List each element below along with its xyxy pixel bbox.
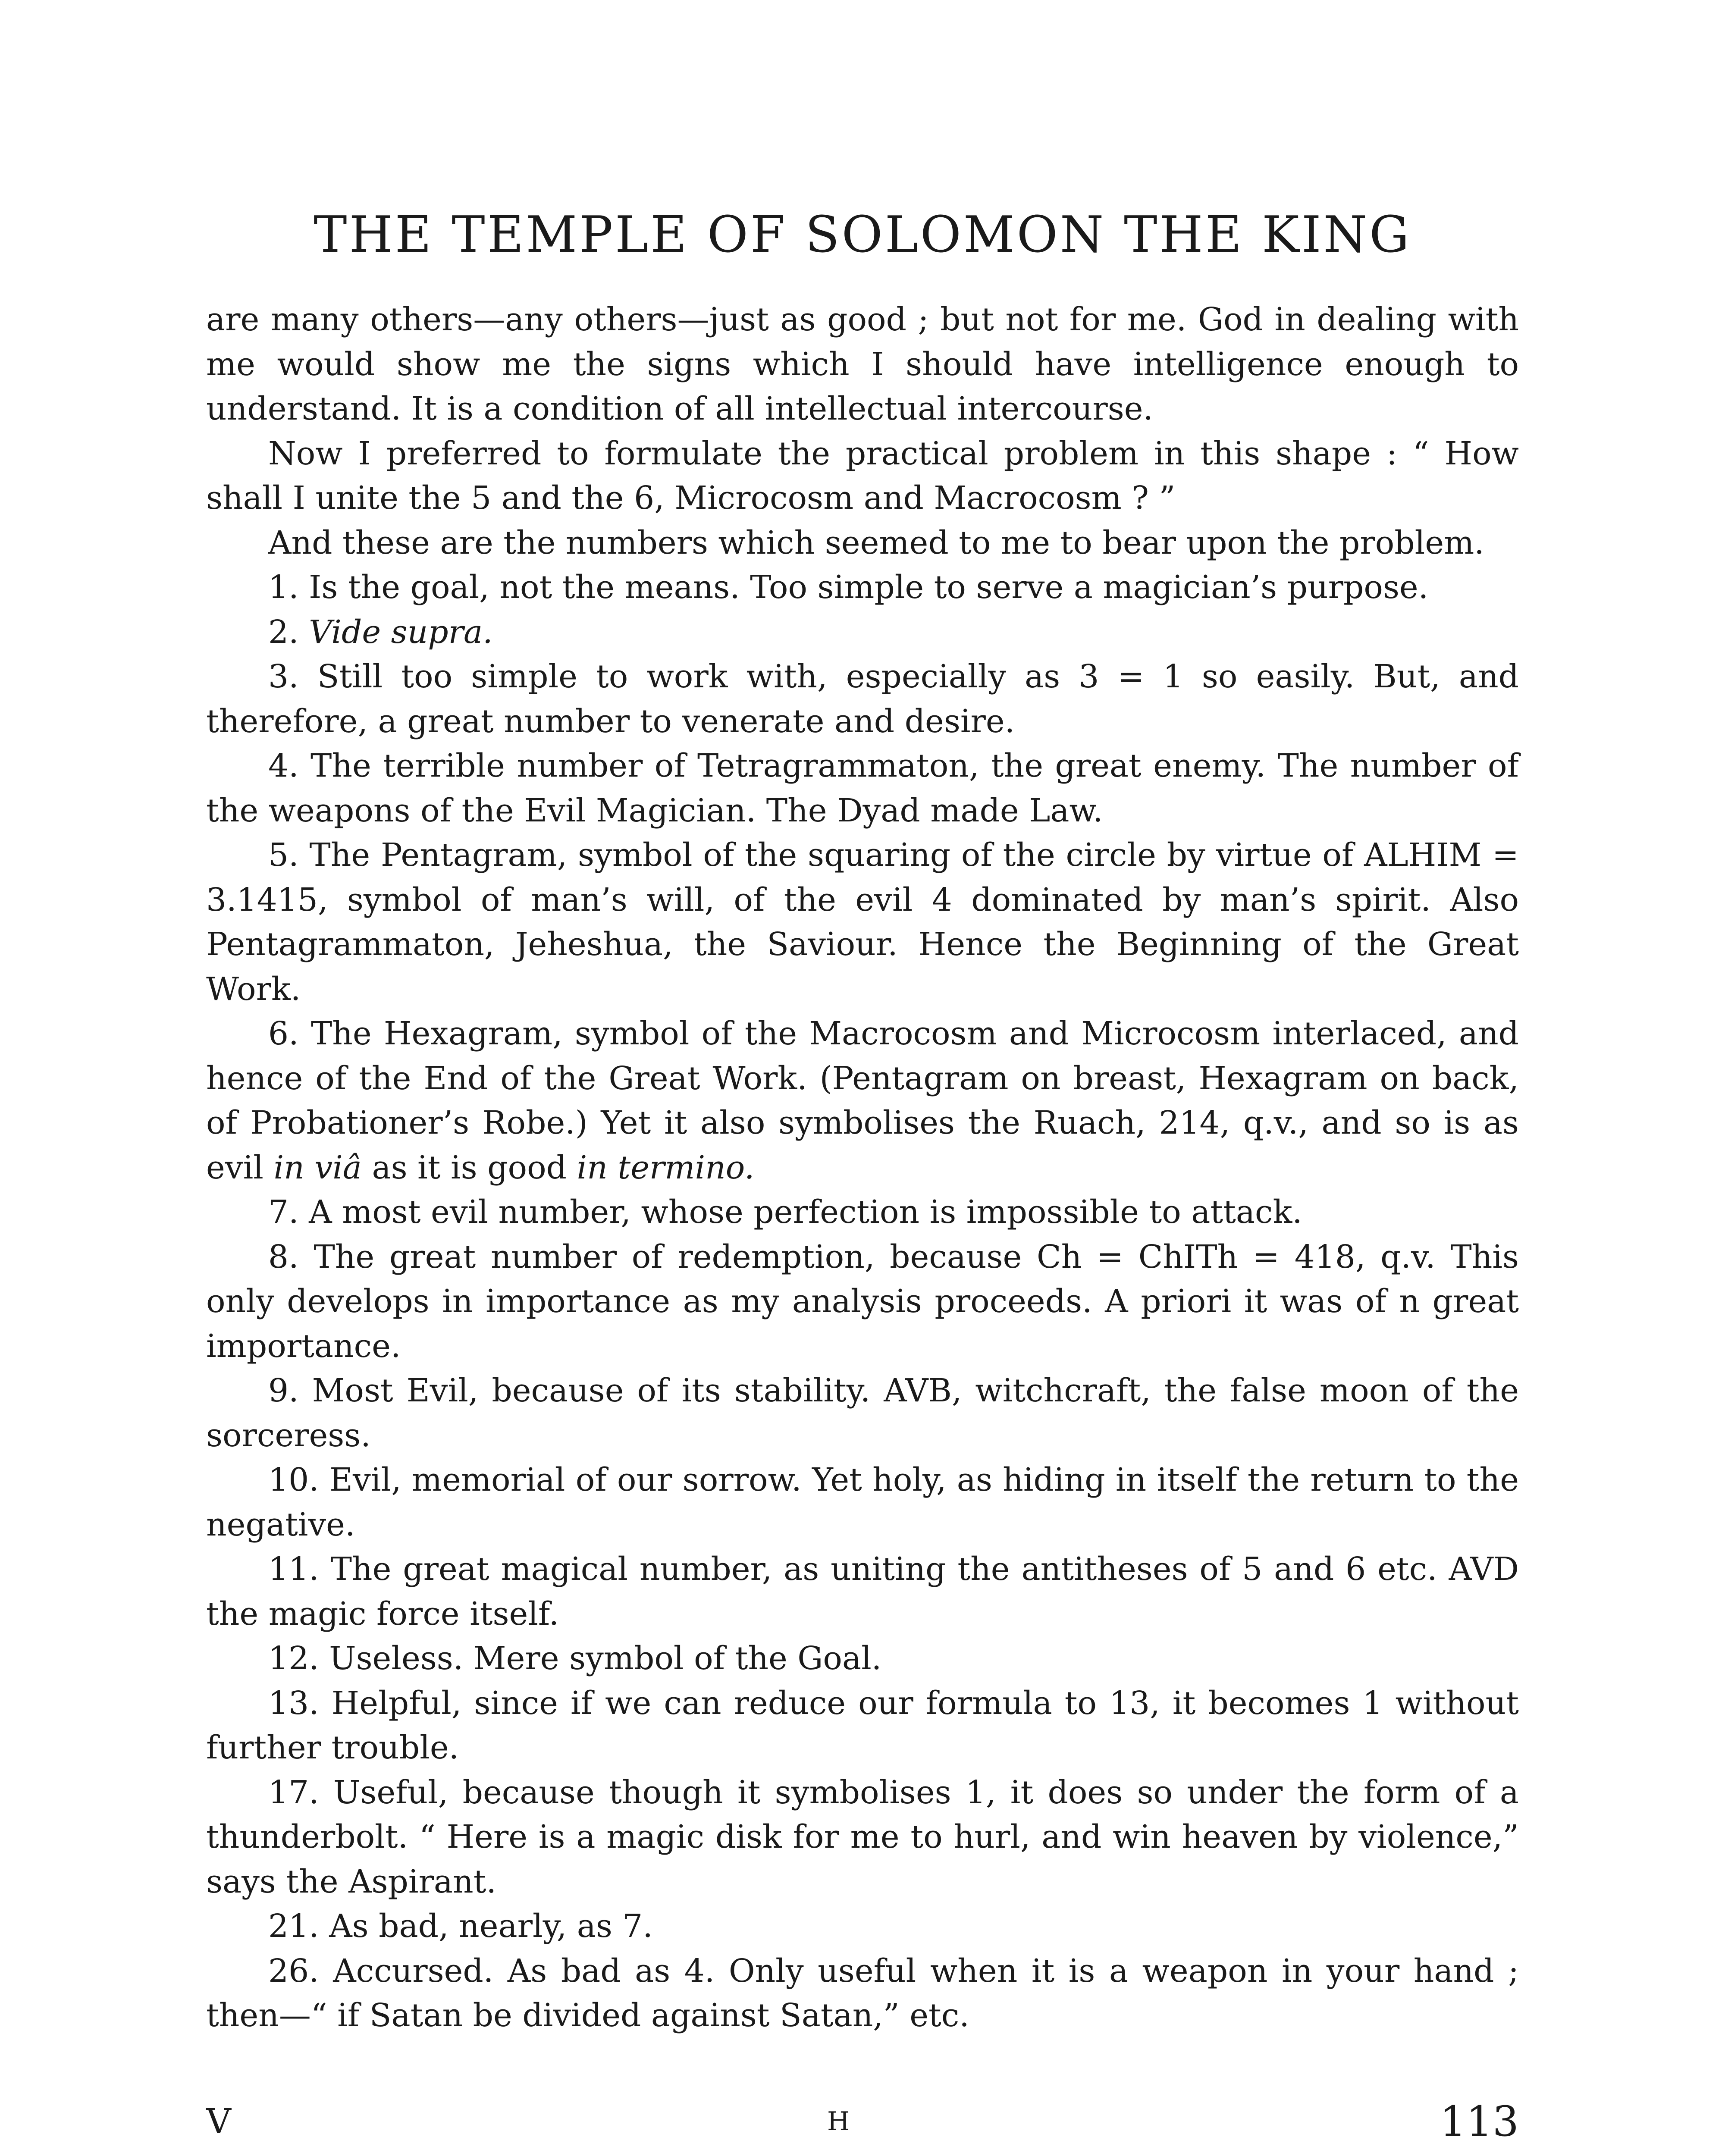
item-text: Accursed. As bad as 4. Only useful when it is a weapon in your hand ; then—“ if Satan be divided against Satan,” etc. — [206, 1952, 1519, 2034]
page-number: 113 — [1440, 2097, 1519, 2146]
item-text: Vide supra. — [309, 613, 493, 651]
numbered-item-8 — [206, 1235, 1519, 1369]
item-text: A most evil number, whose perfection is impossible to attack. — [309, 1194, 1302, 1231]
numbered-item-4 — [206, 744, 1519, 833]
item-text: as it is good — [361, 1149, 577, 1186]
item-text: The terrible number of Tetragrammaton, the great enemy. The number of the weapons of the Evil Magician. The Dyad made Law. — [206, 747, 1519, 829]
item-number: 17. — [268, 1774, 319, 1811]
item-text: Is the goal, not the means. Too simple to serve a magician’s purpose. — [309, 569, 1429, 606]
numbered-item-12 — [206, 1636, 1519, 1681]
running-head: THE TEMPLE OF SOLOMON THE KING — [314, 206, 1411, 264]
numbered-item-1 — [206, 565, 1519, 610]
item-text: The Hexagram, symbol of the Macrocosm and Microcosm interlaced, and hence of the End of the Great Work. (Pentagram on breast, Hexagram on back, of Probationer’s Robe.) Yet it also symbolises the Ruach, 214, q.v., and so is as evil — [206, 1015, 1519, 1186]
numbered-item-7 — [206, 1190, 1519, 1235]
numbered-item-11 — [206, 1547, 1519, 1636]
paragraph-problem: Now I preferred to formulate the practical problem in this shape : “ How shall I unite the 5 and the 6, Microcosm and Macrocosm ? ” — [206, 435, 1519, 517]
item-text: As bad, nearly, as 7. — [329, 1908, 653, 1945]
gathering-mark: H — [827, 2106, 850, 2137]
item-number: 9. — [268, 1372, 299, 1409]
paragraph-continuation: are many others—any others—just as good ; but not for me. God in dealing with me would show me the signs which I should have intelligence enough to understand. It is a condition of all intellectual intercourse. — [206, 301, 1519, 427]
item-number: 26. — [268, 1952, 319, 1990]
item-number: 8. — [268, 1238, 299, 1275]
item-text: Useful, because though it symbolises 1, it does so under the form of a thunderbolt. “ Here is a magic disk for me to hurl, and win heaven by violence,” says the Aspirant. — [206, 1774, 1519, 1900]
numbered-item-2 — [206, 610, 1519, 655]
item-text: The great number of redemption, because Ch = ChITh = 418, q.v. This only develops in importance as my analysis proceeds. A priori it was of n great importance. — [206, 1238, 1519, 1365]
item-text: The great magical number, as uniting the antitheses of 5 and 6 etc. AVD the magic force itself. — [206, 1551, 1519, 1633]
numbered-item-9 — [206, 1369, 1519, 1458]
page-body — [206, 298, 1519, 2038]
paragraph-numbers-intro: And these are the numbers which seemed to me to bear upon the problem. — [268, 524, 1484, 561]
numbered-item-21 — [206, 1904, 1519, 1949]
numbered-item-17 — [206, 1771, 1519, 1905]
item-text-italic: in termino. — [577, 1149, 755, 1186]
item-number: 7. — [268, 1194, 299, 1231]
item-number: 2. — [268, 613, 299, 651]
item-number: 5. — [268, 837, 299, 874]
item-number: 1. — [268, 569, 299, 606]
item-number: 10. — [268, 1461, 319, 1498]
numbered-item-6 — [206, 1012, 1519, 1190]
item-text: Still too simple to work with, especially as 3 = 1 so easily. But, and therefore, a great number to venerate and desire. — [206, 658, 1519, 740]
numbered-item-5 — [206, 833, 1519, 1012]
item-number: 3. — [268, 658, 299, 695]
numbered-item-3 — [206, 655, 1519, 744]
numbered-item-26 — [206, 1949, 1519, 2038]
item-number: 4. — [268, 747, 299, 784]
item-text: The Pentagram, symbol of the squaring of the circle by virtue of ALHIM = 3.1415, symbol of man’s will, of the evil 4 dominated by man’s spirit. Also Pentagrammaton, Jeheshua, the Saviour. Hence the Beginning of the Great Work. — [206, 837, 1519, 1008]
item-number: 21. — [268, 1908, 319, 1945]
item-number: 12. — [268, 1640, 319, 1677]
item-text: Most Evil, because of its stability. AVB, witchcraft, the false moon of the sorceress. — [206, 1372, 1519, 1454]
item-text: Evil, memorial of our sorrow. Yet holy, as hiding in itself the return to the negative. — [206, 1461, 1519, 1543]
item-text-italic: in viâ — [273, 1149, 362, 1186]
item-text: Helpful, since if we can reduce our formula to 13, it becomes 1 without further trouble. — [206, 1684, 1519, 1766]
item-number: 11. — [268, 1551, 319, 1588]
numbered-item-10 — [206, 1458, 1519, 1547]
page-footer — [206, 2096, 1519, 2147]
signature-mark: V — [206, 2101, 231, 2141]
numbered-item-13 — [206, 1681, 1519, 1771]
item-text: Useless. Mere symbol of the Goal. — [329, 1640, 882, 1677]
item-number: 6. — [268, 1015, 299, 1052]
item-number: 13. — [268, 1684, 319, 1722]
